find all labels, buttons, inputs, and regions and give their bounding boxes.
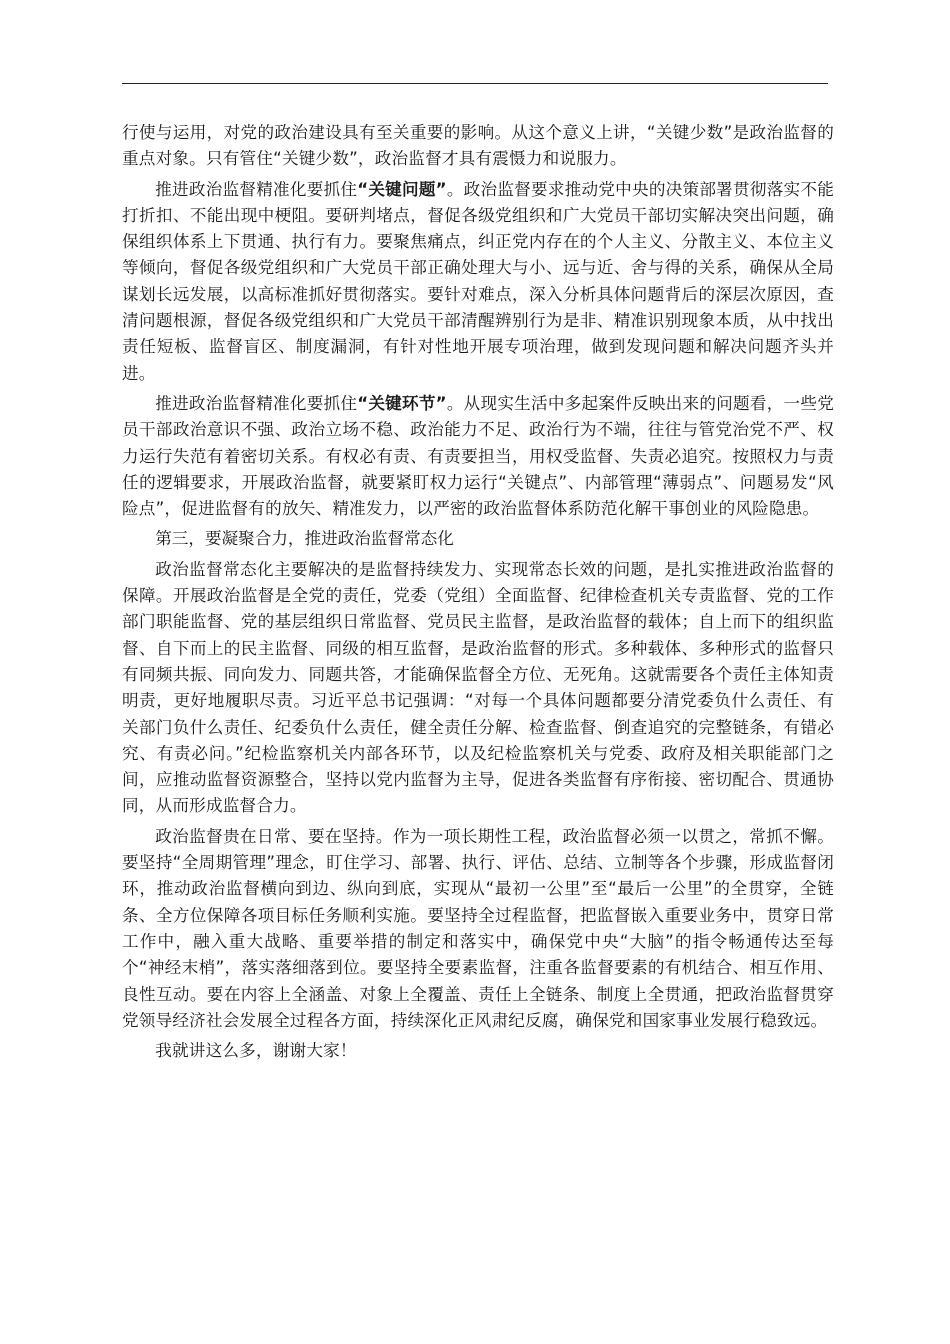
section-heading bbox=[122, 526, 834, 552]
paragraph-text: 政治监督贵在日常、要在坚持。作为一项长期性工程，政治监督必须一以贯之，常抓不懈。要坚持“全周期管理”理念，盯住学习、部署、执行、评估、总结、立制等各个步骤，形成监督闭环，推动政治监督横向到边、纵向到底，实现从“最初一公里”至“最后一公里”的全贯穿，全链条、全方位保障各项目标任务顺利实施。要坚持全过程监督，把监督嵌入重要业务中，贯穿日常工作中，融入重大战略、重要举措的制定和落实中，确保党中央“大脑”的指令畅通传达至每个“神经末梢”，落实落细落到位。要坚持全要素监督，注重各监督要素的有机结合、相互作用、良性互动。要在内容上全涵盖、对象上全覆盖、责任上全链条、制度上全贯通，把政治监督贯穿党领导经济社会发展全过程各方面，持续深化正风肃纪反腐，确保党和国家事业发展行稳致远。 bbox=[122, 826, 834, 1030]
paragraph-2 bbox=[122, 177, 834, 387]
document-body bbox=[122, 120, 834, 1068]
paragraph-6 bbox=[122, 824, 834, 1034]
closing-remark-text: 我就讲这么多，谢谢大家！ bbox=[155, 1041, 357, 1061]
paragraph-text: 推进政治监督精准化要抓住 bbox=[155, 179, 358, 199]
paragraph-text: 推进政治监督精准化要抓住 bbox=[155, 393, 358, 413]
key-term-key-links: “关键环节” bbox=[357, 393, 447, 413]
key-term-key-issues: “关键问题” bbox=[357, 179, 447, 199]
paragraph-5 bbox=[122, 557, 834, 820]
section-heading-text: 第三，要凝聚合力，推进政治监督常态化 bbox=[155, 529, 454, 549]
closing-remark bbox=[122, 1038, 834, 1064]
paragraph-1 bbox=[122, 120, 834, 173]
paragraph-text: 行使与运用，对党的政治建设具有至关重要的影响。从这个意义上讲，“关键少数”是政治监督的重点对象。只有管住“关键少数”，政治监督才具有震慑力和说服力。 bbox=[122, 123, 834, 169]
paragraph-text: 政治监督常态化主要解决的是监督持续发力、实现常态长效的问题，是扎实推进政治监督的保障。开展政治监督是全党的责任，党委（党组）全面监督、纪律检查机关专责监督、党的工作部门职能监督、党的基层组织日常监督、党员民主监督，是政治监督的载体；自上而下的组织监督、自下而上的民主监督、同级的相互监督，是政治监督的形式。多种载体、多种形式的监督只有同频共振、同向发力、同题共答，才能确保监督全方位、无死角。这就需要各个责任主体知责明责，更好地履职尽责。习近平总书记强调：“对每一个具体问题都要分清党委负什么责任、有关部门负什么责任、纪委负什么责任，健全责任分解、检查监督、倒查追究的完整链条，有错必究、有责必问。”纪检监察机关内部各环节，以及纪检监察机关与党委、政府及相关职能部门之间，应推动监督资源整合，坚持以党内监督为主导，促进各类监督有序衔接、密切配合、贯通协同，从而形成监督合力。 bbox=[122, 559, 834, 816]
paragraph-3 bbox=[122, 391, 834, 522]
paragraph-text: 。政治监督要求推动党中央的决策部署贯彻落实不能打折扣、不能出现中梗阻。要研判堵点，督促各级党组织和广大党员干部切实解决突出问题，确保组织体系上下贯通、执行有力。要聚焦痛点，纠正党内存在的个人主义、分散主义、本位主义等倾向，督促各级党组织和广大党员干部正确处理大与小、远与近、舍与得的关系，确保从全局谋划长远发展，以高标准抓好贯彻落实。要针对难点，深入分析具体问题背后的深层次原因，查清问题根源，督促各级党组织和广大党员干部清醒辨别行为是非、精准识别现象本质，从中找出责任短板、监督盲区、制度漏洞，有针对性地开展专项治理，做到发现问题和解决问题齐头并进。 bbox=[122, 179, 834, 383]
paragraph-text: 。从现实生活中多起案件反映出来的问题看，一些党员干部政治意识不强、政治立场不稳、政治能力不足、政治行为不端，往往与管党治党不严、权力运行失范有着密切关系。有权必有责、有责要担当，用权受监督、失责必追究。按照权力与责任的逻辑要求，开展政治监督，就要紧盯权力运行“关键点”、内部管理“薄弱点”、问题易发“风险点”，促进监督有的放矢、精准发力，以严密的政治监督体系防范化解干事创业的风险隐患。 bbox=[122, 393, 834, 519]
header-rule bbox=[122, 83, 828, 84]
